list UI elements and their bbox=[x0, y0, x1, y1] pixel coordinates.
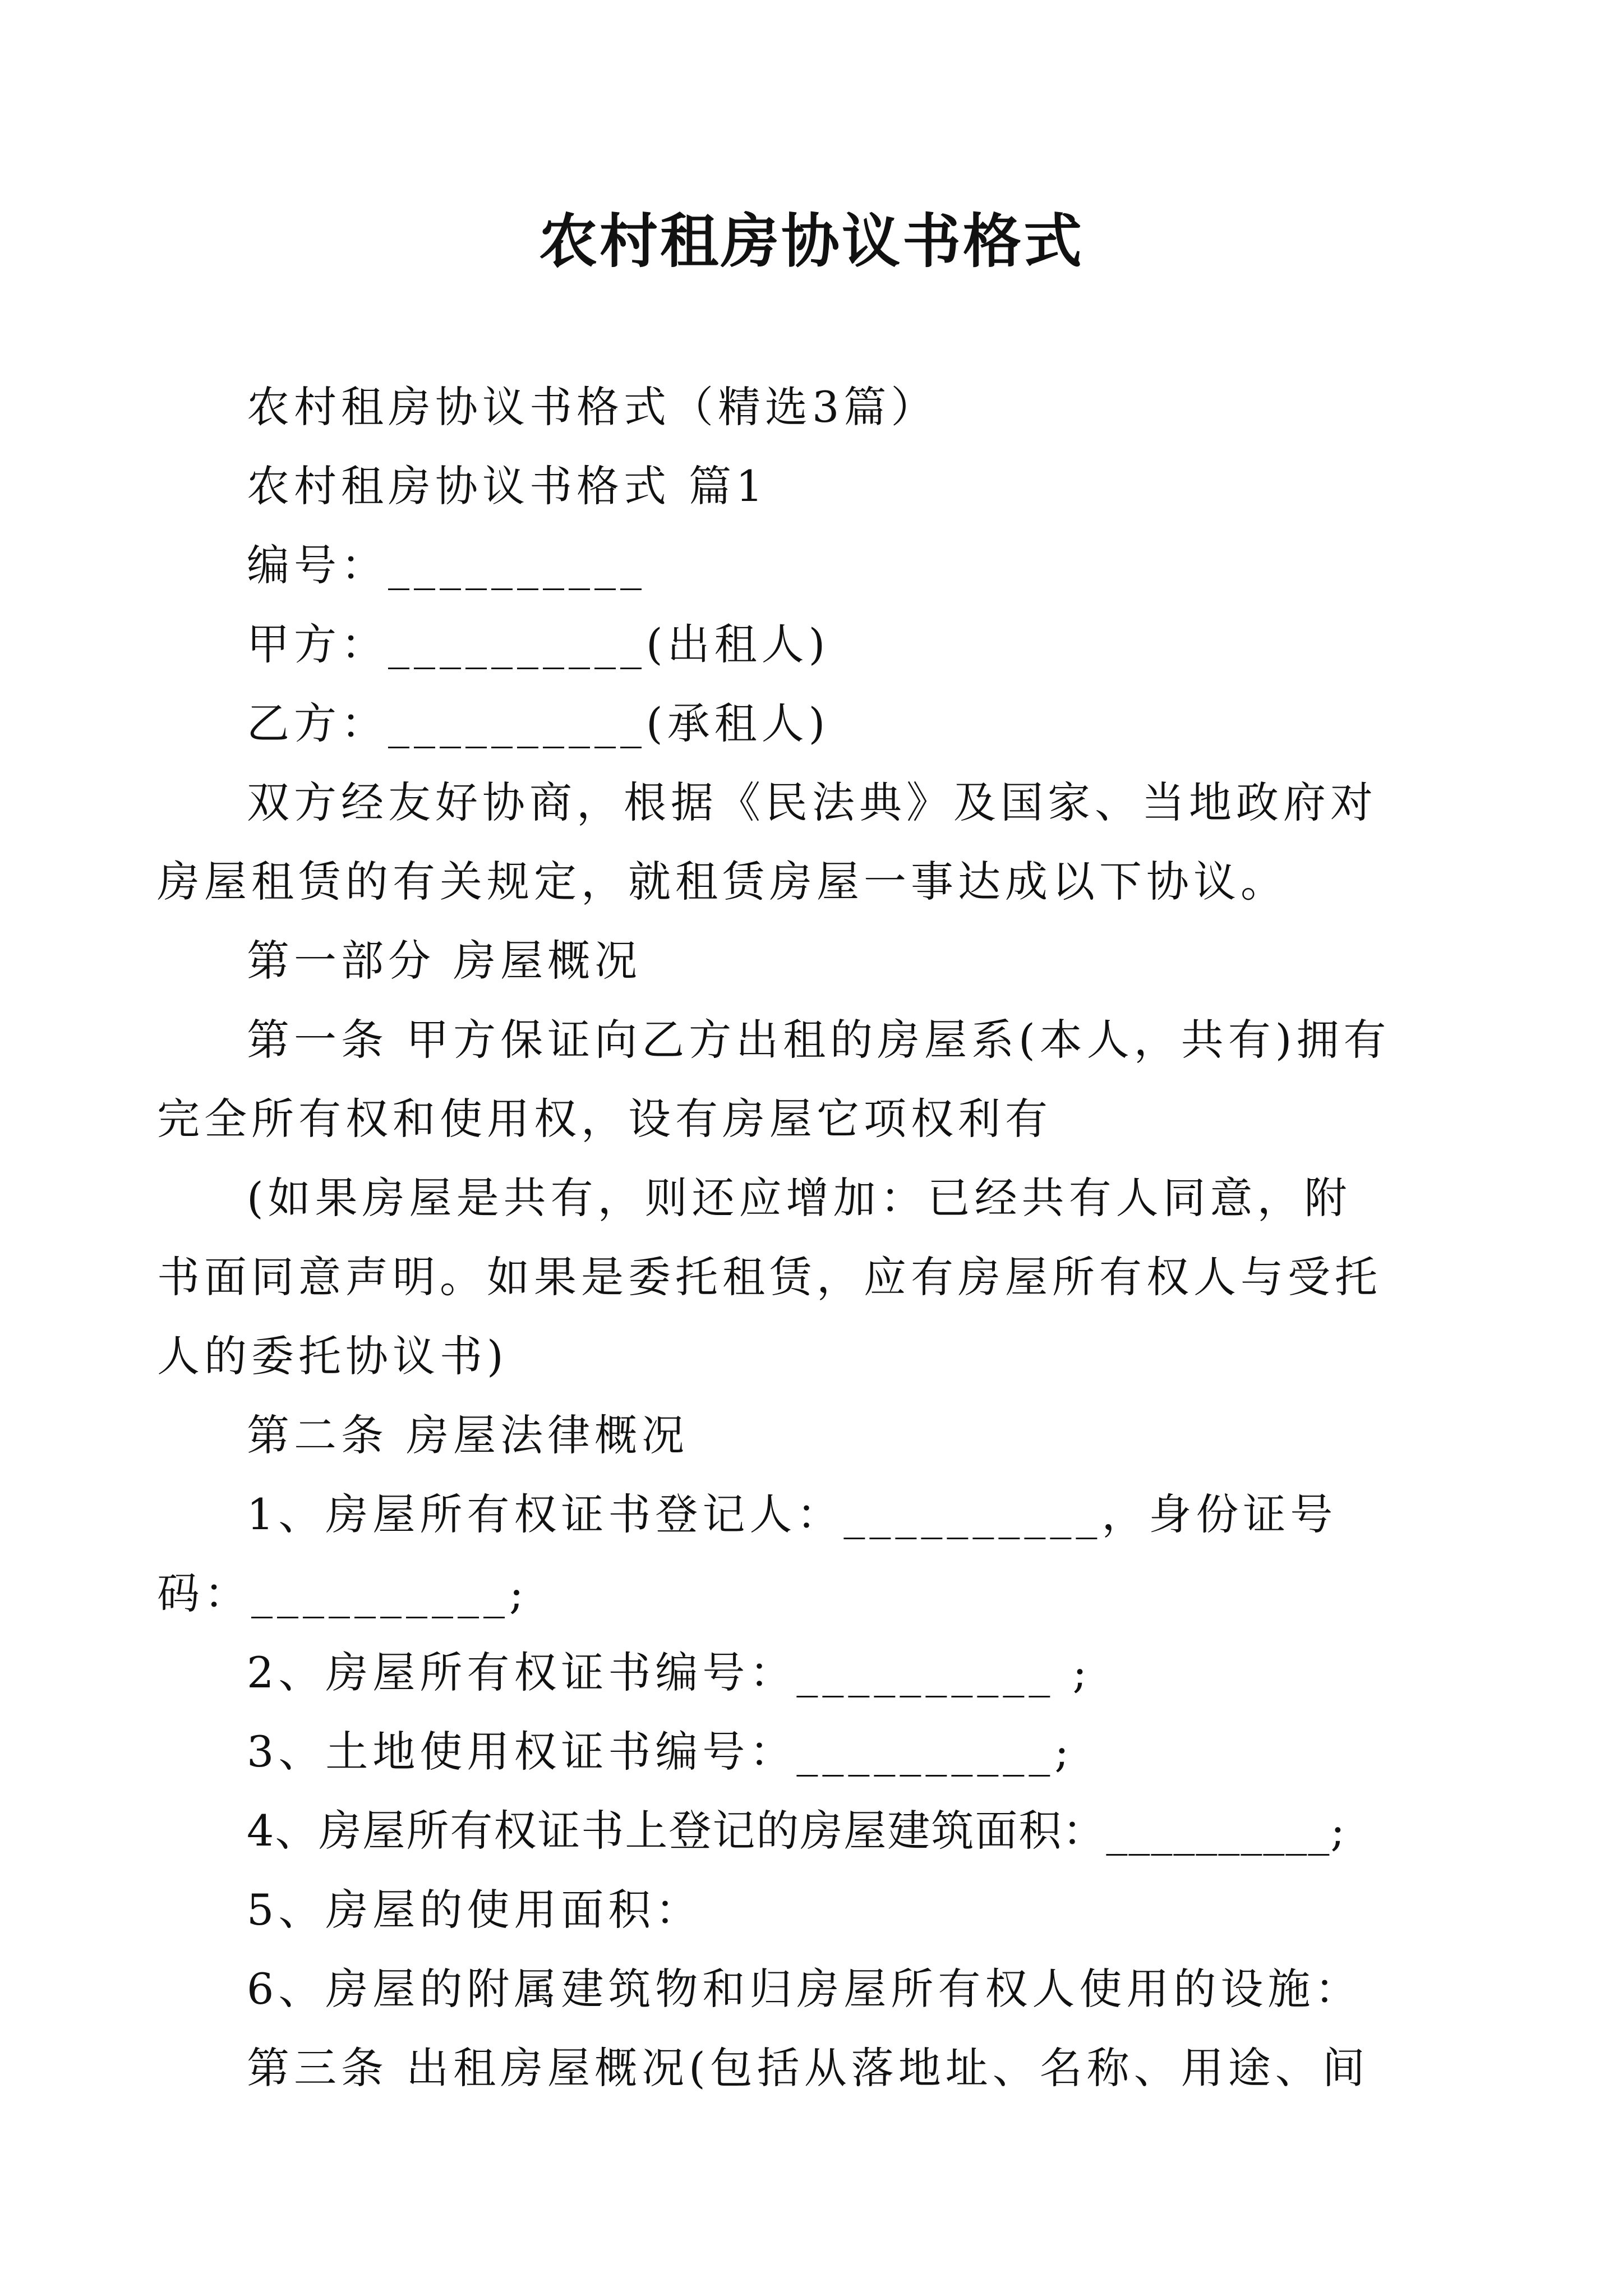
paragraph-item-4: 4、房屋所有权证书上登记的房屋建筑面积：__________; bbox=[247, 1806, 1346, 1856]
document-body bbox=[157, 367, 1391, 2108]
paragraph-article-one-note: (如果房屋是共有，则还应增加：已经共有人同意，附书面同意声明。如果是委托租赁，应有房屋所有权人与受托人的委托协议书) bbox=[157, 1173, 1382, 1381]
paragraph-article-three: 第三条 出租房屋概况(包括从落地址、名称、用途、间 bbox=[247, 2043, 1370, 2093]
document-title: 农村租房协议书格式 bbox=[538, 206, 1084, 275]
paragraph-article-one: 第一条 甲方保证向乙方出租的房屋系(本人，共有)拥有完全所有权和使用权，设有房屋它项权利有 bbox=[157, 1015, 1391, 1144]
paragraph-part-one-heading: 第一部分 房屋概况 bbox=[247, 936, 642, 986]
paragraph-party-b: 乙方：__________(承租人) bbox=[247, 698, 830, 748]
paragraph-agreement-intro: 双方经友好协商，根据《民法典》及国家、当地政府对房屋租赁的有关规定，就租赁房屋一事达成以下协议。 bbox=[157, 777, 1377, 907]
paragraph-item-2: 2、房屋所有权证书编号：__________ ; bbox=[247, 1648, 1092, 1697]
paragraph-item-6: 6、房屋的附属建筑物和归房屋所有权人使用的设施： bbox=[247, 1964, 1362, 2014]
paragraph-party-a: 甲方：__________(出租人) bbox=[247, 619, 830, 669]
paragraph-item-1: 1、房屋所有权证书登记人：__________，身份证号码：__________; bbox=[157, 1489, 1338, 1618]
paragraph-section-heading: 农村租房协议书格式 篇1 bbox=[247, 461, 768, 511]
paragraph-article-two-heading: 第二条 房屋法律概况 bbox=[247, 1410, 689, 1460]
paragraph-number-field: 编号：__________ bbox=[247, 540, 646, 590]
paragraph-subtitle: 农村租房协议书格式（精选3篇） bbox=[247, 382, 938, 432]
paragraph-item-5: 5、房屋的使用面积： bbox=[247, 1885, 703, 1935]
paragraph-item-3: 3、土地使用权证书编号：__________; bbox=[247, 1727, 1073, 1777]
